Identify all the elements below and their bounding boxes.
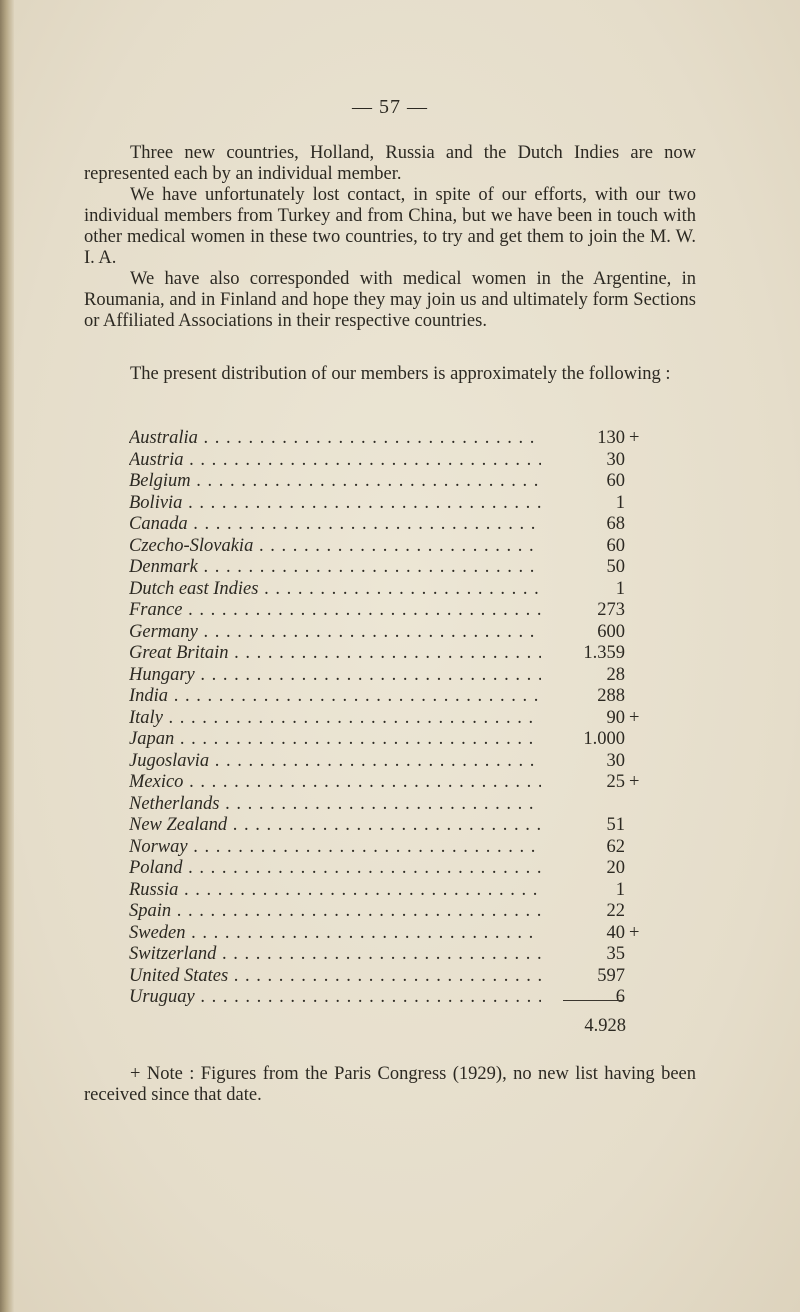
table-row <box>129 923 669 945</box>
table-row <box>129 815 669 837</box>
country-name: Bolivia . . . <box>129 493 541 515</box>
table-row <box>129 643 669 665</box>
member-count: 130 <box>597 428 625 448</box>
table-row <box>129 708 669 730</box>
country-name: Mexico . . . <box>129 772 541 794</box>
paragraph-distribution-intro: The present distribution of our members is approximately the following : <box>130 364 671 384</box>
members-total: 4.928 <box>584 1016 626 1036</box>
country-name: Netherlands . . . <box>129 794 541 816</box>
table-row <box>129 794 669 816</box>
member-count: 600 <box>597 621 625 642</box>
table-row <box>129 751 669 773</box>
member-count: 273 <box>597 600 625 620</box>
country-name: Dutch east Indies . . . <box>129 579 541 601</box>
table-row <box>129 536 669 558</box>
member-count: 1 <box>615 578 625 599</box>
country-name: Sweden . . . <box>129 923 541 945</box>
country-name: Switzerland . . . <box>129 944 541 966</box>
member-count: 30 <box>606 750 625 771</box>
member-count: 50 <box>606 557 625 577</box>
table-row <box>129 944 669 966</box>
table-row <box>129 772 669 794</box>
member-count: 60 <box>606 535 625 556</box>
table-row <box>129 579 669 601</box>
table-row <box>129 622 669 644</box>
note-marker: + <box>629 428 640 448</box>
country-name: Belgium . . . <box>129 471 541 493</box>
country-name: India . . . <box>129 686 541 708</box>
paragraph-corresponded: We have also corresponded with medical women in the Argentine, in Roumania, and in Finland and hope they may join us and ultimately form Sections or Affiliated Associations in their respective countries. <box>84 269 696 331</box>
table-row <box>129 880 669 902</box>
country-name: Germany . . . <box>129 622 541 644</box>
table-row <box>129 858 669 880</box>
member-count: 35 <box>606 944 625 964</box>
country-name: Denmark . . . <box>129 557 541 579</box>
country-name: Spain . . . <box>129 901 541 923</box>
member-count: 1 <box>615 492 625 513</box>
table-row <box>129 901 669 923</box>
member-count: 22 <box>606 901 625 921</box>
member-count: 68 <box>606 514 625 534</box>
note-marker: + <box>629 707 640 728</box>
note-marker: + <box>629 772 640 792</box>
table-row <box>129 514 669 536</box>
table-row <box>129 450 669 472</box>
country-name: Russia . . . <box>129 880 541 902</box>
member-count: 1.000 <box>583 729 625 749</box>
page-number: — 57 — <box>352 96 428 118</box>
member-count: 288 <box>597 686 625 706</box>
country-name: Great Britain . . . <box>129 643 541 665</box>
paragraph-lost-contact: We have unfortunately lost contact, in spite of our efforts, with our two individual members from Turkey and from China, but we have been in touch with other medical women in these two countries, to try and get them to join the M. W. I. A. <box>84 185 696 268</box>
country-name: Czecho-Slovakia . . . <box>129 536 541 558</box>
paragraph-new-countries: Three new countries, Holland, Russia and the Dutch Indies are now represented each by an individual member. <box>84 143 696 184</box>
member-count: 60 <box>606 471 625 491</box>
country-name: Austria . . . <box>129 450 541 472</box>
country-name: Norway . . . <box>129 837 541 859</box>
total-rule <box>563 1000 623 1001</box>
book-spine-shadow <box>0 0 14 1312</box>
member-count: 6 <box>615 987 625 1007</box>
country-name: United States . . . <box>129 966 541 988</box>
country-name: Australia . . . <box>129 428 541 450</box>
table-row <box>129 428 669 450</box>
member-count: 40 <box>606 922 625 943</box>
country-name: Uruguay . . . <box>129 987 541 1009</box>
country-name: Canada . . . <box>129 514 541 536</box>
table-row <box>129 729 669 751</box>
member-count: 51 <box>606 815 625 835</box>
note-marker: + <box>629 922 640 943</box>
country-name: Hungary . . . <box>129 665 541 687</box>
country-name: Jugoslavia . . . <box>129 751 541 773</box>
country-name: Italy . . . <box>129 708 541 730</box>
footnote: + Note : Figures from the Paris Congress (1929), no new list having been received since that date. <box>84 1064 696 1105</box>
member-count: 62 <box>606 836 625 857</box>
member-count: 28 <box>606 664 625 685</box>
member-count: 30 <box>606 449 625 470</box>
country-name: New Zealand . . . <box>129 815 541 837</box>
country-name: France . . . <box>129 600 541 622</box>
table-row <box>129 966 669 988</box>
country-name: Poland . . . <box>129 858 541 880</box>
table-row <box>129 493 669 515</box>
member-count: 25 <box>606 772 625 792</box>
table-row <box>129 557 669 579</box>
table-row <box>129 837 669 859</box>
table-row <box>129 987 669 1009</box>
member-count: 90 <box>606 707 625 728</box>
member-count: 20 <box>606 858 625 878</box>
table-row <box>129 471 669 493</box>
country-name: Japan . . . <box>129 729 541 751</box>
members-distribution-table <box>129 428 669 1009</box>
table-row <box>129 665 669 687</box>
table-row <box>129 686 669 708</box>
member-count: 1 <box>615 879 625 900</box>
table-row <box>129 600 669 622</box>
member-count: 597 <box>597 965 625 986</box>
member-count: 1.359 <box>583 643 625 663</box>
